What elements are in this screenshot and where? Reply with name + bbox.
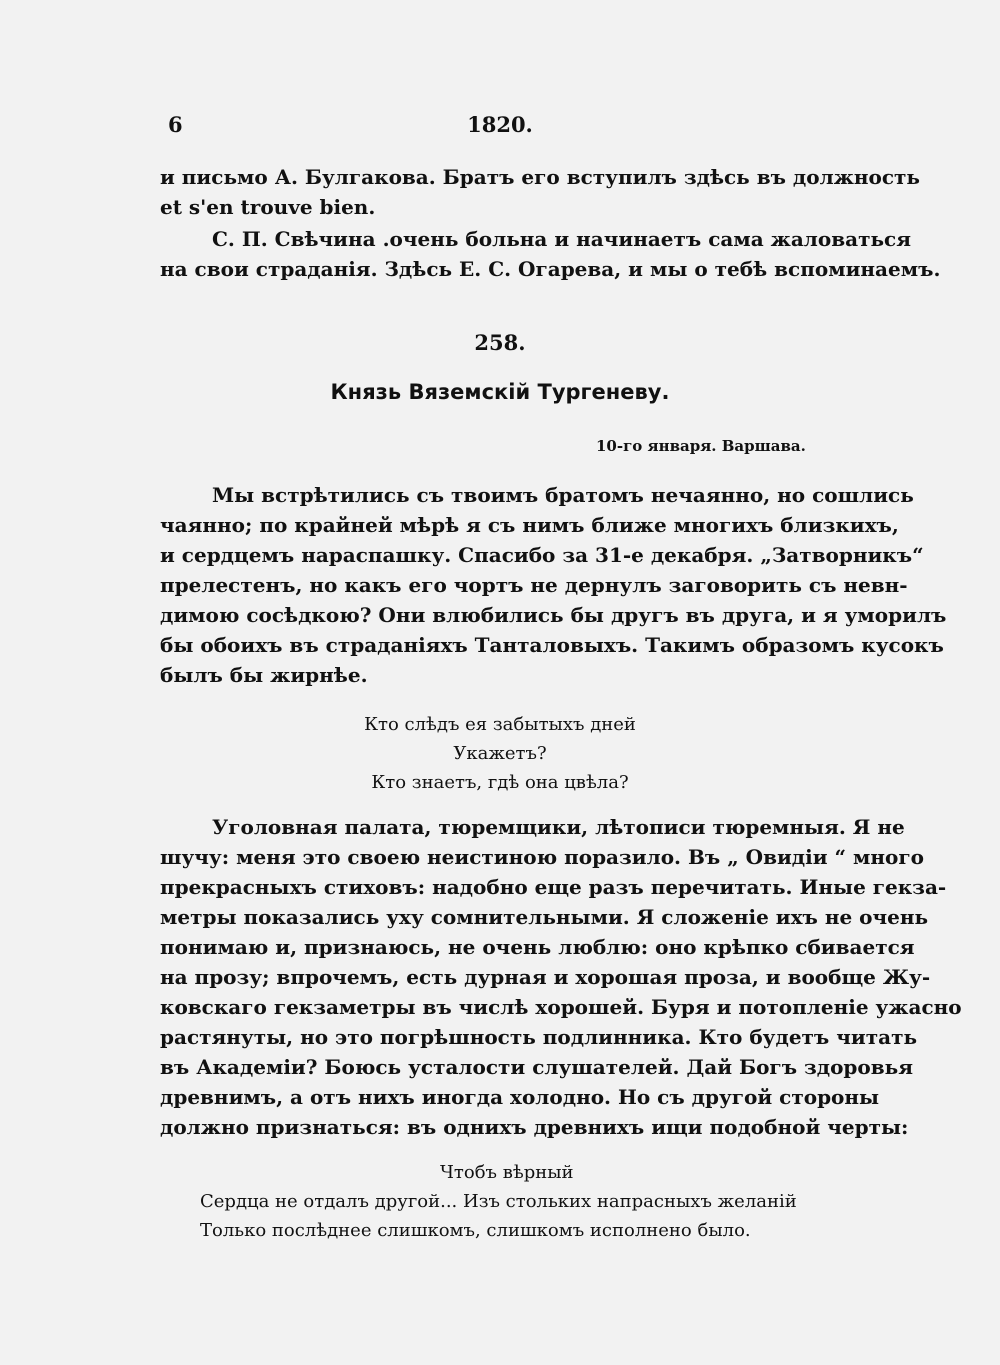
verse-quote-2: [200, 1158, 840, 1245]
running-head: [168, 112, 832, 142]
text-line: димою сосѣдкою? Они влюбились бы другъ въ друга, и я уморилъ: [160, 603, 947, 627]
text-line: шучу: меня это своею неистиною поразило. Въ „ Овидіи “ много: [160, 845, 924, 869]
text-line: на свои страданія. Здѣсь Е. С. Огарева, и мы о тебѣ вспоминаемъ.: [160, 257, 941, 281]
verse-line: Только послѣднее слишкомъ, слишкомъ исполнено было.: [200, 1220, 751, 1241]
text-line: въ Академіи? Боюсь усталости слушателей. Дай Богъ здоровья: [160, 1055, 913, 1079]
text-line: Мы встрѣтились съ твоимъ братомъ нечаянно, но сошлись: [212, 483, 914, 507]
verse-line: Кто знаетъ, гдѣ она цвѣла?: [371, 772, 629, 793]
text-line: прекрасныхъ стиховъ: надобно еще разъ перечитать. Иные гекза-: [160, 875, 947, 899]
text-line: метры показались уху сомнительными. Я сложеніе ихъ не очень: [160, 905, 929, 929]
prev-letter-paragraph-2: [160, 224, 941, 284]
verse-line: Сердца не отдалъ другой... Изъ стольких напрасныхъ желаній: [200, 1191, 797, 1212]
letter-number: 258.: [474, 330, 526, 355]
text-line: понимаю и, признаюсь, не очень люблю: оно крѣпко сбивается: [160, 935, 915, 959]
text-line: древнимъ, а отъ нихъ иногда холодно. Но съ другой стороны: [160, 1085, 880, 1109]
text-line: на прозу; впрочемъ, есть дурная и хорошая проза, и вообще Жу-: [160, 965, 931, 989]
letter-paragraph-2: [160, 812, 962, 1142]
text-line: Уголовная палата, тюремщики, лѣтописи тюремныя. Я не: [212, 815, 905, 839]
verse-line: Кто слѣдъ ея забытыхъ дней: [364, 714, 636, 735]
verse-line: Укажетъ?: [453, 743, 547, 764]
verse-line: Чтобъ вѣрный: [440, 1162, 574, 1183]
verse-quote-1: [0, 710, 1000, 797]
text-line: С. П. Свѣчина .очень больна и начинаетъ сама жаловаться: [212, 227, 912, 251]
text-line: чаянно; по крайней мѣрѣ я съ нимъ ближе многихъ близкихъ,: [160, 513, 899, 537]
text-line: должно признаться: въ однихъ древнихъ ищи подобной черты:: [160, 1115, 909, 1139]
text-line: растянуты, но это погрѣшность подлинника. Кто будетъ читать: [160, 1025, 918, 1049]
letter-heading: Князь Вяземскій Тургеневу.: [330, 380, 670, 404]
letter-dateline: 10-го января. Варшава.: [596, 437, 806, 455]
text-line: и письмо А. Булгакова. Братъ его вступилъ здѣсь въ должность: [160, 165, 921, 189]
text-line: ковскаго гекзаметры въ числѣ хорошей. Буря и потопленіе ужасно: [160, 995, 962, 1019]
text-line: et s'en trouve bien.: [160, 195, 376, 219]
text-line: бы обоихъ въ страданіяхъ Танталовыхъ. Такимъ образомъ кусокъ: [160, 633, 944, 657]
prev-letter-paragraph-1: [160, 162, 921, 222]
page-number: 6: [168, 112, 183, 137]
text-line: прелестенъ, но какъ его чортъ не дернулъ заговорить съ невн-: [160, 573, 908, 597]
text-line: и сердцемъ нараспашку. Спасибо за 31-е декабря. „Затворникъ“: [160, 543, 924, 567]
page-year: 1820.: [467, 112, 533, 137]
letter-paragraph-1: [160, 480, 947, 690]
text-line: былъ бы жирнѣе.: [160, 663, 368, 687]
